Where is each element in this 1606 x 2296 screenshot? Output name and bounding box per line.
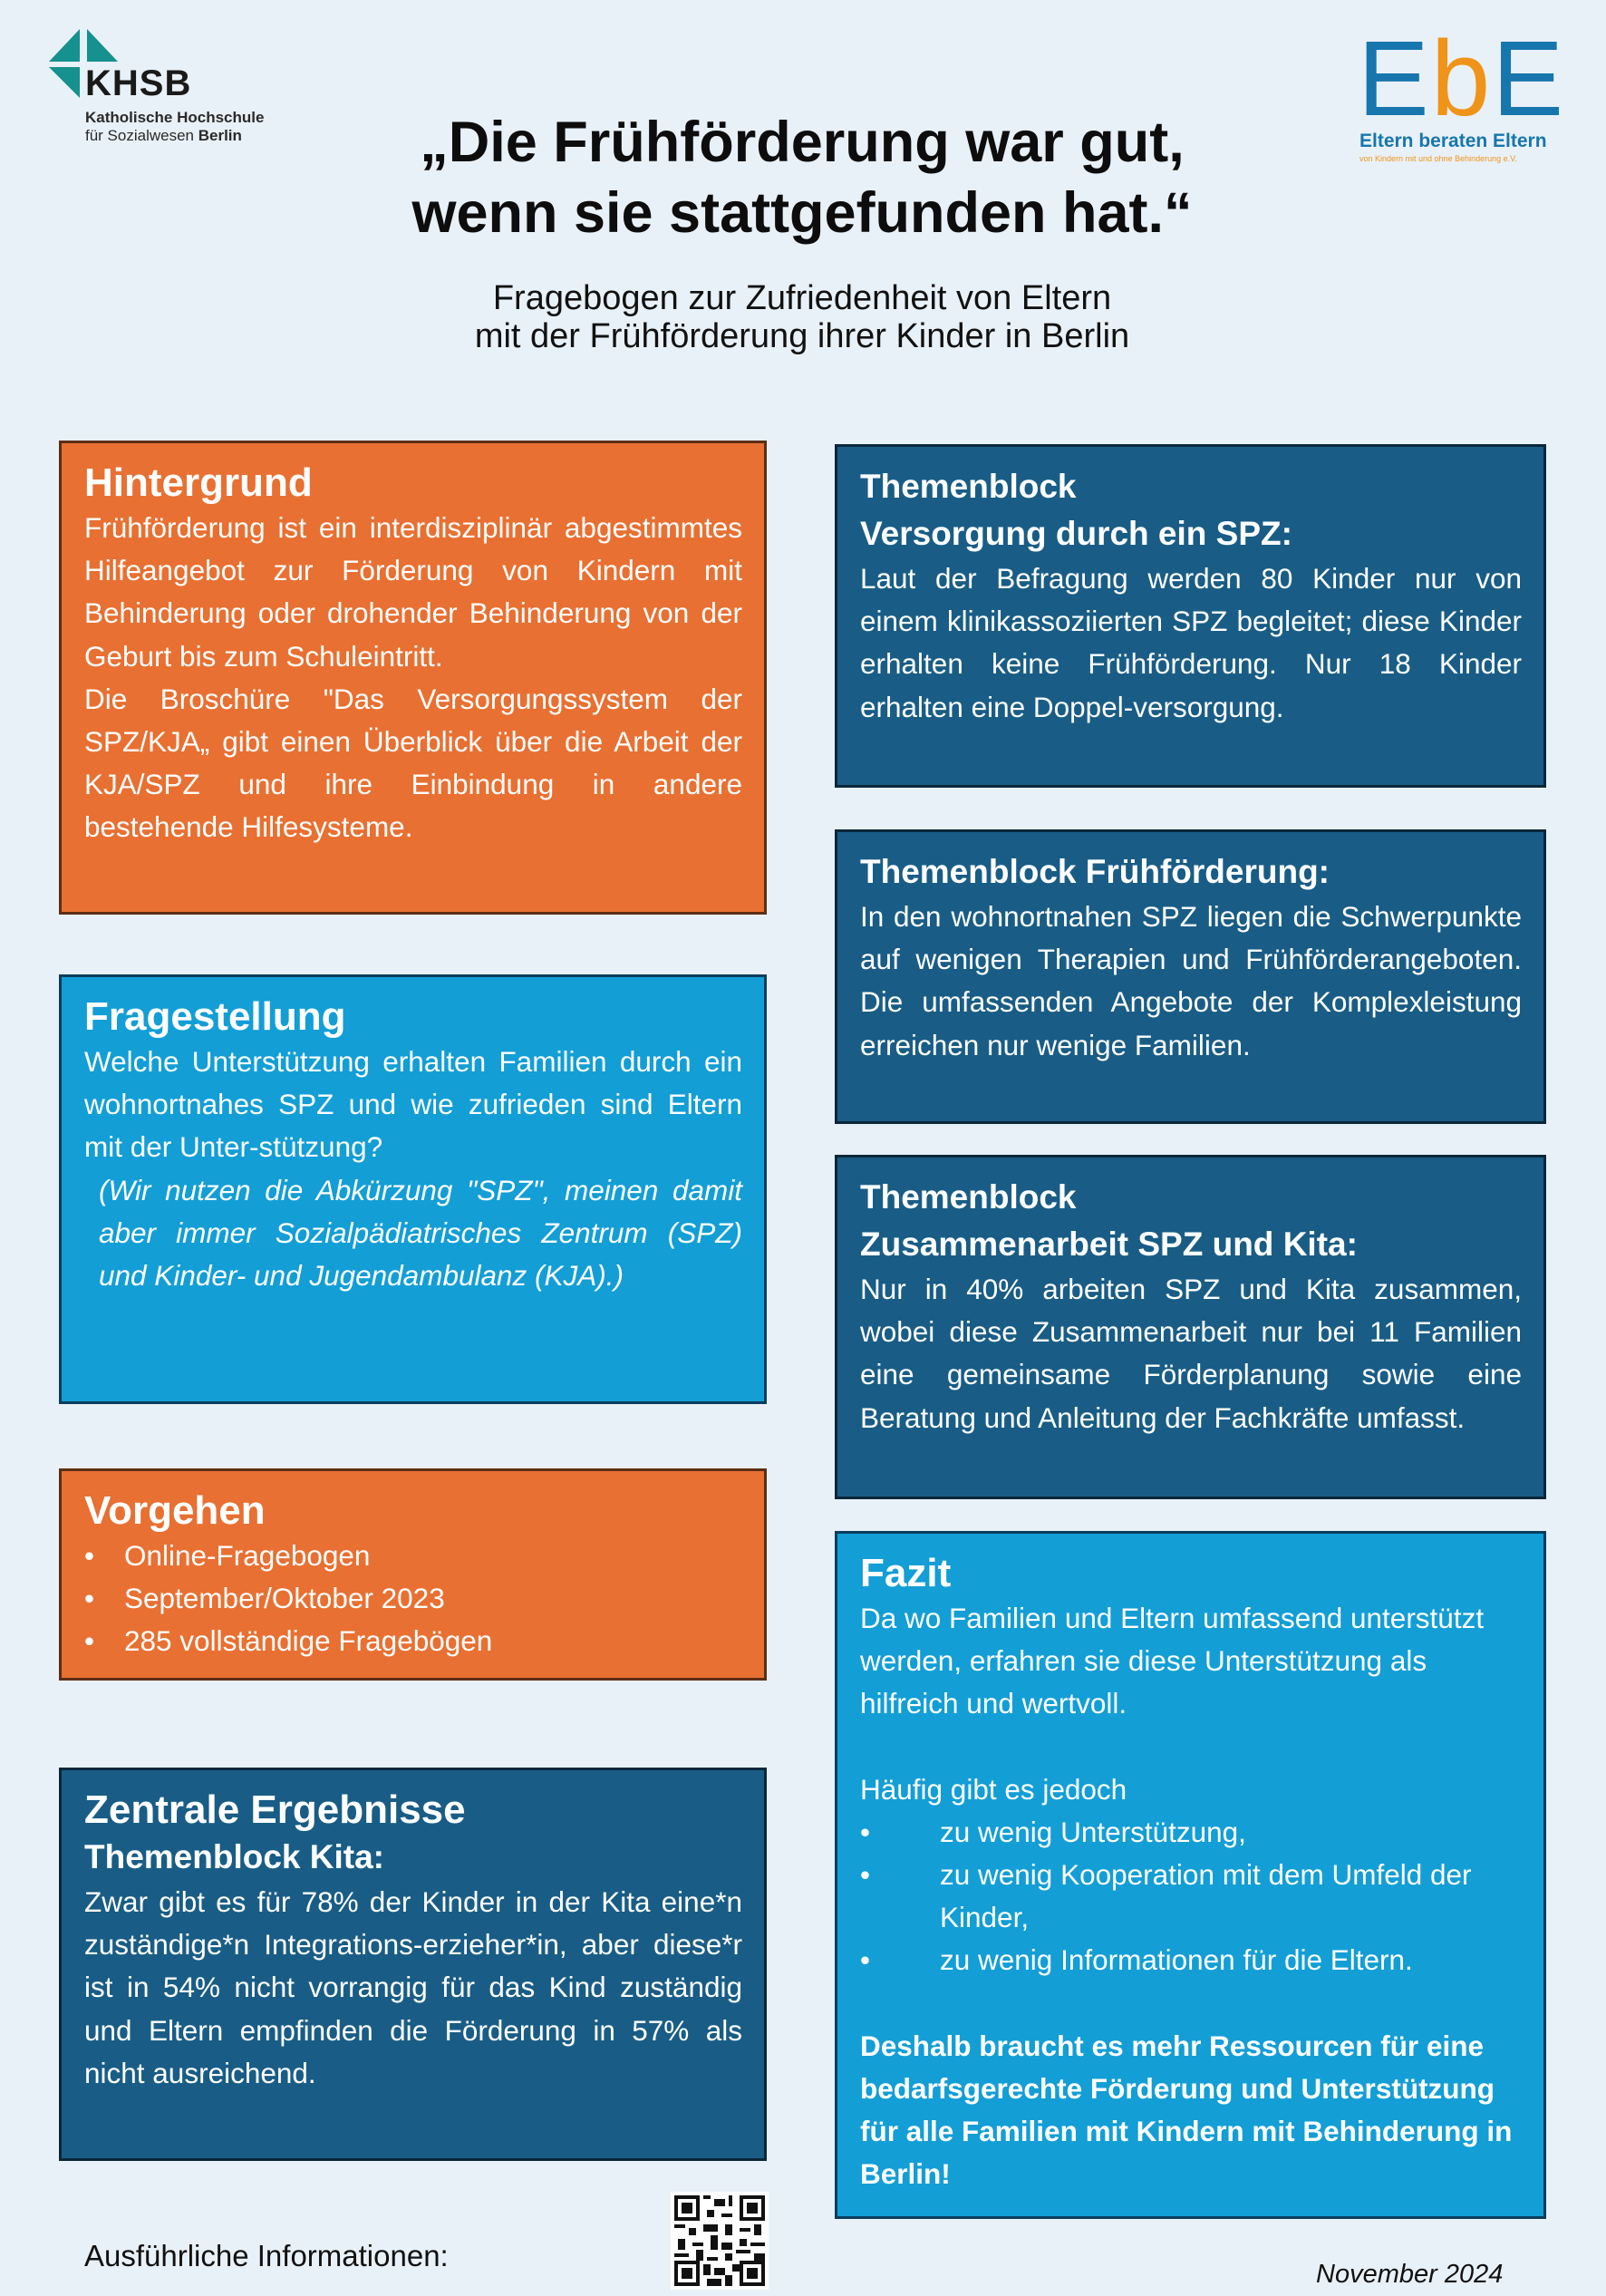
vorgehen-item: • Online-Fragebogen	[84, 1535, 742, 1577]
vorgehen-list	[84, 1535, 742, 1663]
fruehfoerderung-box	[835, 829, 1546, 1124]
spacer	[860, 1982, 1522, 2025]
versorgung-box	[835, 444, 1546, 788]
vorgehen-box	[59, 1468, 767, 1681]
vorgehen-item: • September/Oktober 2023	[84, 1577, 742, 1620]
zusammenarbeit-heading-line-2: Zusammenarbeit SPZ und Kita:	[860, 1226, 1358, 1263]
fragestellung-question: Welche Unterstützung erhalten Familien durch ein wohnortnahes SPZ und wie zufrieden sind Eltern mit der Unter-stützung?	[84, 1045, 742, 1164]
ebe-letter-e1: E	[1358, 19, 1431, 139]
fruehfoerderung-text: In den wohnortnahen SPZ liegen die Schwerpunkte auf wenigen Therapien und Frühförderangeboten. Die umfassenden Angebote der Komplexleistung erreichen nur wenige Familien.	[860, 900, 1522, 1061]
ergebnisse-text: Zwar gibt es für 78% der Kinder in der Kita eine*n zuständige*n Integrations-erzieher*in, aber diese*r ist in 54% nicht vorrangig für das Kind zuständig und Eltern empfinden die Förderung in 57% als nicht ausreichend.	[84, 1885, 742, 2089]
poster-subtitle	[272, 279, 1332, 355]
versorgung-heading-line-2: Versorgung durch ein SPZ:	[860, 515, 1292, 552]
poster-date: November 2024	[1316, 2260, 1504, 2289]
poster-title	[272, 107, 1332, 248]
fazit-list	[860, 1811, 1522, 1982]
fruehfoerderung-heading: Themenblock Frühförderung:	[860, 853, 1330, 890]
fazit-intro: Da wo Familien und Eltern umfassend unterstützt werden, erfahren sie diese Unterstützung als hilfreich und wertvoll.	[860, 1602, 1485, 1720]
spacer	[860, 1726, 1522, 1768]
ergebnisse-box	[59, 1768, 767, 2161]
fazit-lead: Häufig gibt es jedoch	[860, 1772, 1127, 1806]
khsb-abbreviation: KHSB	[85, 63, 192, 103]
fazit-item: • zu wenig Kooperation mit dem Umfeld der Kinder,	[860, 1854, 1522, 1939]
ebe-subtagline: von Kindern mit und ohne Behinderung e.V.	[1359, 154, 1517, 163]
qr-code-icon[interactable]	[671, 2192, 769, 2290]
versorgung-text: Laut der Befragung werden 80 Kinder nur von einem klinikassoziierten SPZ begleitet; diese Kinder erhalten keine Frühförderung. Nur 18 Kinder erhalten eine Doppel-versorgung.	[860, 562, 1522, 723]
fragestellung-box	[59, 974, 767, 1404]
fragestellung-heading: Fragestellung	[84, 994, 346, 1039]
fazit-box	[835, 1531, 1546, 2219]
fazit-heading: Fazit	[860, 1551, 952, 1595]
ebe-tagline: Eltern beraten Eltern	[1359, 131, 1547, 151]
fazit-item: • zu wenig Unterstützung,	[860, 1811, 1522, 1854]
ergebnisse-subheading: Themenblock Kita:	[84, 1838, 384, 1875]
hintergrund-box	[59, 441, 767, 915]
qr-pattern	[674, 2195, 765, 2286]
subtitle-line-1: Fragebogen zur Zufriedenheit von Eltern	[492, 279, 1112, 317]
khsb-line2-bold: Berlin	[198, 127, 242, 144]
hintergrund-paragraph-1: Frühförderung ist ein interdisziplinär abgestimmtes Hilfeangebot zur Förderung von Kindern mit Behinderung oder drohender Behinderung von der Geburt bis zum Schuleintritt.	[84, 511, 742, 673]
ebe-letter-e2: E	[1492, 19, 1566, 139]
zusammenarbeit-text: Nur in 40% arbeiten SPZ und Kita zusammen, wobei diese Zusammenarbeit nur bei 11 Familien eine gemeinsame Förderplanung sowie eine Beratung und Anleitung der Fachkräfte umfasst.	[860, 1273, 1522, 1434]
subtitle-line-2: mit der Frühförderung ihrer Kinder in Berlin	[474, 317, 1130, 355]
hintergrund-heading: Hintergrund	[84, 460, 313, 505]
ebe-logo	[1358, 19, 1575, 170]
khsb-line2	[85, 127, 242, 145]
fazit-conclusion: Deshalb braucht es mehr Ressourcen für eine bedarfsgerechte Förderung und Unterstützung für alle Familien mit Kindern mit Behinderung in Berlin!	[860, 2029, 1513, 2191]
more-info-label: Ausführliche Informationen:	[84, 2239, 449, 2272]
ebe-letter-b: b	[1430, 19, 1493, 139]
fragestellung-note: (Wir nutzen die Abkürzung "SPZ", meinen damit aber immer Sozialpädiatrisches Zentrum (SPZ) und Kinder- und Jugendambulanz (KJA).)	[99, 1173, 742, 1293]
ebe-wordmark	[1358, 19, 1566, 139]
khsb-line2-regular: für Sozialwesen	[85, 127, 198, 144]
versorgung-heading-line-1: Themenblock	[860, 468, 1077, 505]
title-line-1: „Die Frühförderung war gut,	[420, 111, 1185, 174]
vorgehen-heading: Vorgehen	[84, 1488, 266, 1533]
vorgehen-item: • 285 vollständige Fragebögen	[84, 1620, 742, 1662]
zusammenarbeit-heading-line-1: Themenblock	[860, 1178, 1077, 1216]
zusammenarbeit-box	[835, 1155, 1546, 1499]
hintergrund-paragraph-2: Die Broschüre "Das Versorgungssystem der SPZ/KJA„ gibt einen Überblick über die Arbeit der KJA/SPZ und ihre Einbindung in andere bestehende Hilfesysteme.	[84, 682, 742, 844]
fazit-item: • zu wenig Informationen für die Eltern.	[860, 1939, 1522, 1981]
title-line-2: wenn sie stattgefunden hat.“	[411, 181, 1193, 245]
ergebnisse-heading: Zentrale Ergebnisse	[84, 1787, 466, 1832]
khsb-line1: Katholische Hochschule	[85, 109, 265, 126]
